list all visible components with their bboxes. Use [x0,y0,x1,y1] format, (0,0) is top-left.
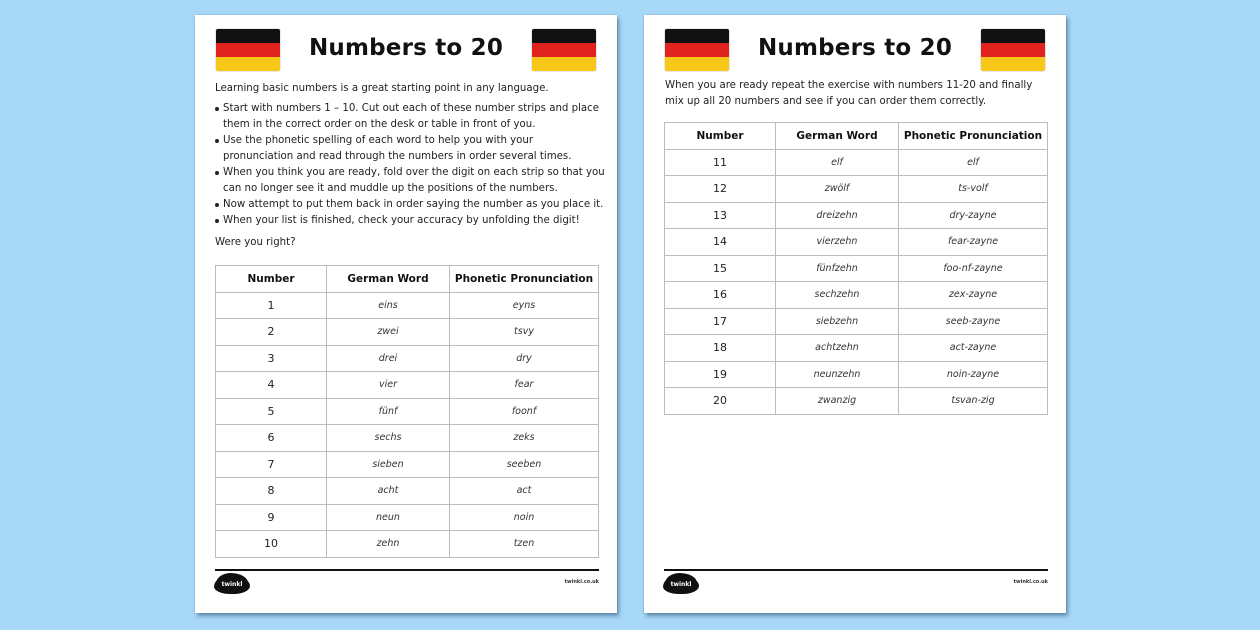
cell-phonetic: tzen [450,531,599,558]
instruction-item: Use the phonetic spelling of each word to help you with your pronunciation and read through the numbers in order several times. [215,133,605,165]
cell-german-word: vierzehn [776,229,899,256]
instruction-item: When you think you are ready, fold over the digit on each strip so that you can no longer see it and muddle up the positions of the numbers. [215,165,605,197]
cell-number: 3 [216,345,327,372]
intro-text: Learning basic numbers is a great starting point in any language. [215,83,549,94]
cell-german-word: zwanzig [776,388,899,415]
twinkl-logo: twinkl [216,575,248,593]
german-flag-icon [532,29,596,71]
table-row [216,319,599,346]
cell-german-word: zwölf [776,176,899,203]
cell-german-word: fünfzehn [776,255,899,282]
cell-number: 18 [665,335,776,362]
instructions [215,81,605,255]
german-flag-icon [981,29,1045,71]
cell-number: 12 [665,176,776,203]
header-phonetic: Phonetic Pronunciation [899,123,1048,150]
header-number: Number [216,266,327,293]
flag-stripe-black [216,29,280,43]
table-row [665,229,1048,256]
cell-phonetic: fear-zayne [899,229,1048,256]
cell-phonetic: eyns [450,292,599,319]
cell-phonetic: zeks [450,425,599,452]
cell-phonetic: dry-zayne [899,202,1048,229]
page-title: Numbers to 20 [757,35,953,61]
flag-stripe-gold [665,57,729,71]
cell-german-word: zehn [327,531,450,558]
table-row [216,531,599,558]
cell-number: 8 [216,478,327,505]
cell-number: 15 [665,255,776,282]
table-row [216,451,599,478]
cell-phonetic: elf [899,149,1048,176]
instruction-item: When your list is finished, check your accuracy by unfolding the digit! [215,213,605,229]
cell-number: 20 [665,388,776,415]
cell-phonetic: seeb-zayne [899,308,1048,335]
cell-number: 1 [216,292,327,319]
flag-stripe-red [665,43,729,57]
page-title: Numbers to 20 [308,35,504,61]
header-phonetic: Phonetic Pronunciation [450,266,599,293]
cell-german-word: sechs [327,425,450,452]
flag-stripe-gold [216,57,280,71]
numbers-table-11-20 [664,122,1048,415]
cell-german-word: achtzehn [776,335,899,362]
cell-german-word: elf [776,149,899,176]
cell-phonetic: foo-nf-zayne [899,255,1048,282]
footer-divider [664,569,1048,571]
cell-phonetic: fear [450,372,599,399]
flag-stripe-black [665,29,729,43]
table-row [216,425,599,452]
cell-phonetic: noin [450,504,599,531]
table-row [216,292,599,319]
table-row [216,372,599,399]
table-row [665,282,1048,309]
cell-number: 13 [665,202,776,229]
flag-stripe-gold [981,57,1045,71]
header-german-word: German Word [327,266,450,293]
table-row [665,308,1048,335]
german-flag-icon [665,29,729,71]
cell-number: 6 [216,425,327,452]
cell-number: 2 [216,319,327,346]
cell-german-word: sieben [327,451,450,478]
table-row [665,202,1048,229]
cell-phonetic: ts-volf [899,176,1048,203]
table-row [665,388,1048,415]
cell-phonetic: act-zayne [899,335,1048,362]
instruction-list [215,101,605,229]
table-row [665,335,1048,362]
table-header-row [216,266,599,293]
cell-phonetic: zex-zayne [899,282,1048,309]
numbers-table-1-10 [215,265,599,558]
footer-site: twinkl.co.uk [564,579,599,585]
cell-phonetic: tsvy [450,319,599,346]
footer-divider [215,569,599,571]
flag-stripe-red [532,43,596,57]
cell-number: 16 [665,282,776,309]
cell-german-word: eins [327,292,450,319]
closing-question: Were you right? [215,237,296,248]
table-header-row [665,123,1048,150]
cell-german-word: dreizehn [776,202,899,229]
flag-stripe-black [532,29,596,43]
table-row [665,149,1048,176]
cell-german-word: zwei [327,319,450,346]
cell-number: 19 [665,361,776,388]
flag-stripe-black [981,29,1045,43]
intro-text: When you are ready repeat the exercise with numbers 11-20 and finally mix up all 20 numbers and see if you can order them correctly. [665,80,1033,107]
header-number: Number [665,123,776,150]
cell-number: 4 [216,372,327,399]
cell-number: 10 [216,531,327,558]
worksheet-page-2 [644,15,1066,613]
german-flag-icon [216,29,280,71]
twinkl-logo: twinkl [665,575,697,593]
table-row [665,255,1048,282]
footer-site: twinkl.co.uk [1013,579,1048,585]
table-row [216,504,599,531]
cell-number: 9 [216,504,327,531]
cell-german-word: fünf [327,398,450,425]
cell-german-word: sechzehn [776,282,899,309]
instruction-item: Start with numbers 1 – 10. Cut out each of these number strips and place them in the correct order on the desk or table in front of you. [215,101,605,133]
flag-stripe-red [981,43,1045,57]
worksheet-page-1 [195,15,617,613]
cell-german-word: drei [327,345,450,372]
table-row [216,478,599,505]
cell-phonetic: act [450,478,599,505]
header-german-word: German Word [776,123,899,150]
cell-german-word: neunzehn [776,361,899,388]
cell-phonetic: seeben [450,451,599,478]
cell-number: 11 [665,149,776,176]
cell-number: 17 [665,308,776,335]
cell-phonetic: tsvan-zig [899,388,1048,415]
instruction-item: Now attempt to put them back in order saying the number as you place it. [215,197,605,213]
cell-number: 5 [216,398,327,425]
table-row [216,345,599,372]
table-row [665,361,1048,388]
table-row [216,398,599,425]
cell-phonetic: noin-zayne [899,361,1048,388]
cell-number: 7 [216,451,327,478]
cell-phonetic: dry [450,345,599,372]
table-row [665,176,1048,203]
cell-german-word: acht [327,478,450,505]
cell-german-word: neun [327,504,450,531]
cell-phonetic: foonf [450,398,599,425]
cell-number: 14 [665,229,776,256]
flag-stripe-red [216,43,280,57]
flag-stripe-gold [532,57,596,71]
cell-german-word: vier [327,372,450,399]
cell-german-word: siebzehn [776,308,899,335]
